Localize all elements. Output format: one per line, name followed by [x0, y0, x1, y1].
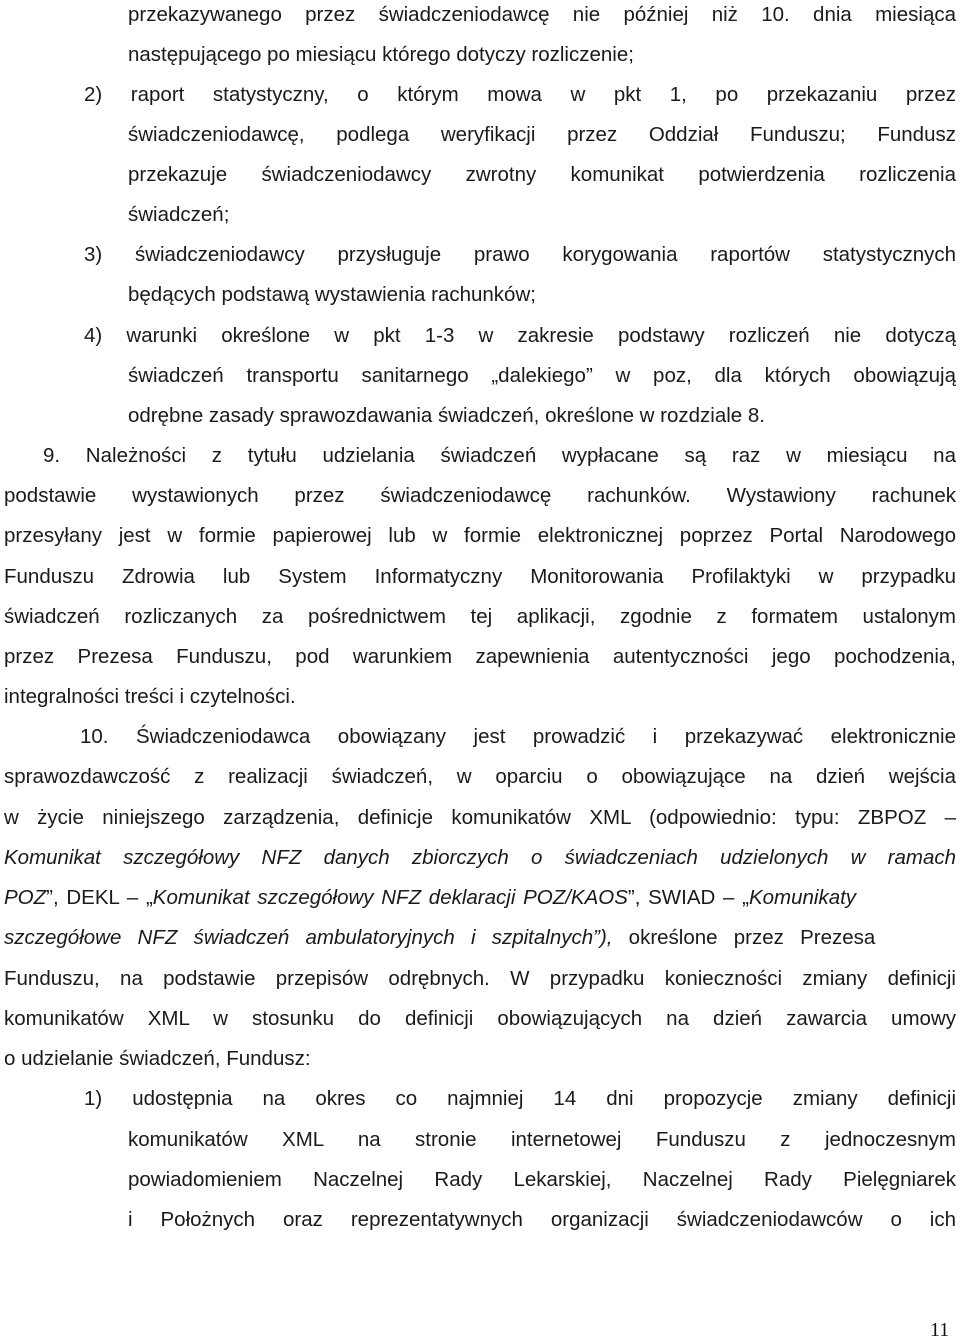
paragraph-line: integralności treści i czytelności.: [4, 685, 296, 708]
paragraph-line: przez Prezesa Funduszu, pod warunkiem zapewnienia autentyczności jego pochodzenia,: [4, 645, 956, 668]
list-item-line: 4) warunki określone w pkt 1-3 w zakresie podstawy rozliczeń nie dotyczą: [84, 324, 956, 347]
paragraph-line: 10. Świadczeniodawca obowiązany jest prowadzić i przekazywać elektronicznie: [80, 725, 956, 748]
italic-run: szczegółowe NFZ świadczeń ambulatoryjnych i szpitalnych”),: [4, 926, 613, 949]
list-item-line: 3) świadczeniodawcy przysługuje prawo korygowania raportów statystycznych: [84, 243, 956, 266]
text-line: odrębne zasady sprawozdawania świadczeń, określone w rozdziale 8.: [128, 404, 765, 427]
paragraph-line: podstawie wystawionych przez świadczeniodawcę rachunków. Wystawiony rachunek: [4, 484, 956, 507]
paragraph-line: sprawozdawczość z realizacji świadczeń, w oparciu o obowiązujące na dzień wejścia: [4, 765, 956, 788]
text-line: będących podstawą wystawienia rachunków;: [128, 283, 536, 306]
text-line: przekazywanego przez świadczeniodawcę nie później niż 10. dnia miesiąca: [128, 3, 956, 26]
text-line: komunikatów XML na stronie internetowej Funduszu z jednoczesnym: [128, 1128, 956, 1151]
paragraph-line: w życie niniejszego zarządzenia, definicje komunikatów XML (odpowiednio: typu: ZBPOZ –: [4, 806, 956, 829]
list-item-line: 2) raport statystyczny, o którym mowa w pkt 1, po przekazaniu przez: [84, 83, 956, 106]
paragraph-line: o udzielanie świadczeń, Fundusz:: [4, 1047, 311, 1070]
text-run: ”, SWIAD – „: [627, 886, 749, 909]
text-line: następującego po miesiącu którego dotyczy rozliczenie;: [128, 43, 634, 66]
mixed-line-group: [4, 885, 856, 911]
paragraph-line: [4, 925, 875, 951]
text-line: świadczeń transportu sanitarnego „dalekiego” w poz, dla których obowiązują: [128, 364, 956, 387]
paragraph-line: [4, 885, 956, 911]
paragraph-line: Funduszu, na podstawie przepisów odrębnych. W przypadku konieczności zmiany definicji: [4, 967, 956, 990]
italic-run: POZ: [4, 886, 47, 909]
text-run: określone przez Prezesa: [612, 926, 876, 949]
page-number: 11: [930, 1319, 950, 1341]
paragraph-line-italic: Komunikat szczegółowy NFZ danych zbiorczych o świadczeniach udzielonych w ramach: [4, 846, 956, 869]
text-line: przekazuje świadczeniodawcy zwrotny komunikat potwierdzenia rozliczenia: [128, 163, 956, 186]
italic-run: Komunikat szczegółowy NFZ deklaracji POZ/KAOS: [152, 886, 628, 909]
italic-run: Komunikaty: [748, 886, 857, 909]
paragraph-line: komunikatów XML w stosunku do definicji obowiązujących na dzień zawarcia umowy: [4, 1007, 956, 1030]
text-line: i Położnych oraz reprezentatywnych organizacji świadczeniodawców o ich: [128, 1208, 956, 1231]
paragraph-line: 9. Należności z tytułu udzielania świadczeń wypłacane są raz w miesiącu na: [43, 444, 956, 467]
paragraph-line: świadczeń rozliczanych za pośrednictwem tej aplikacji, zgodnie z formatem ustalonym: [4, 605, 956, 628]
text-line: świadczeń;: [128, 203, 230, 226]
paragraph-line: Funduszu Zdrowia lub System Informatyczny Monitorowania Profilaktyki w przypadku: [4, 565, 956, 588]
text-line: powiadomieniem Naczelnej Rady Lekarskiej, Naczelnej Rady Pielęgniarek: [128, 1168, 956, 1191]
text-run: ”, DEKL – „: [46, 886, 153, 909]
text-line: świadczeniodawcę, podlega weryfikacji przez Oddział Funduszu; Fundusz: [128, 123, 956, 146]
list-item-line: 1) udostępnia na okres co najmniej 14 dni propozycje zmiany definicji: [84, 1087, 956, 1110]
paragraph-line: przesyłany jest w formie papierowej lub w formie elektronicznej poprzez Portal Narodowego: [4, 524, 956, 547]
